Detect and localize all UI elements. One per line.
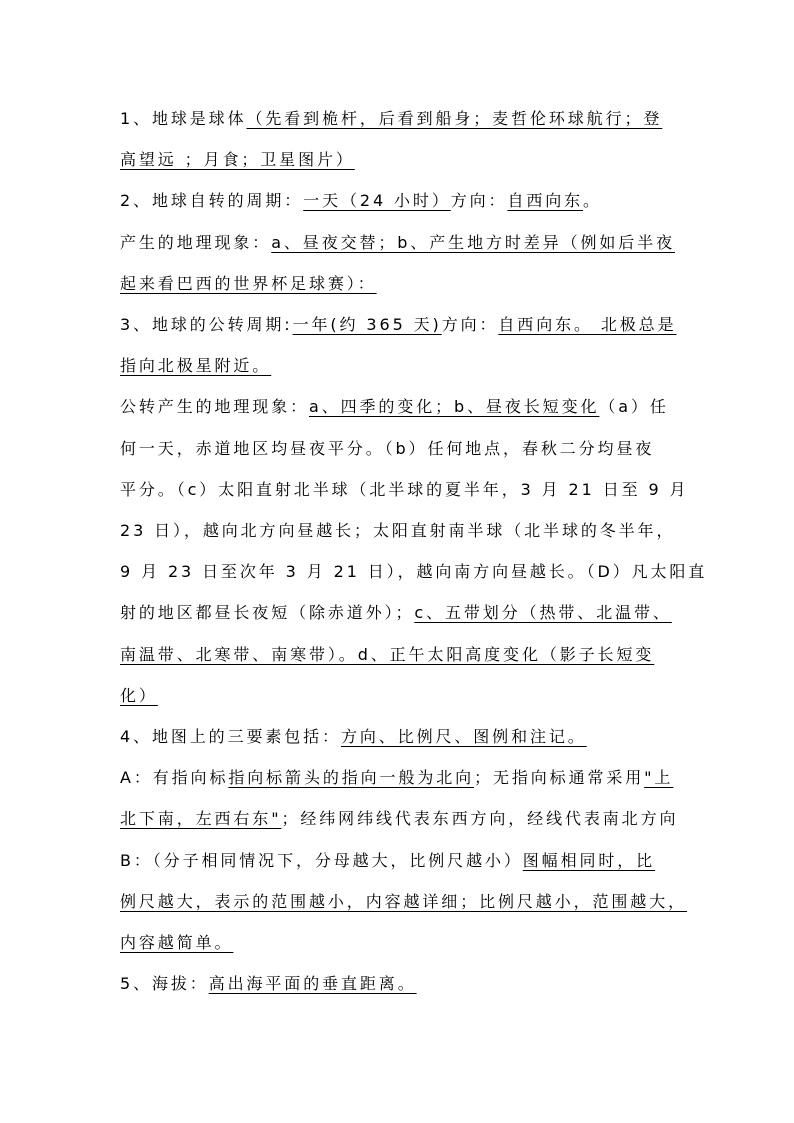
text-line — [120, 355, 700, 377]
text-line — [120, 850, 700, 872]
underlined-text: c、五带划分（热带、北温带、 — [414, 603, 672, 622]
underlined-text: 内容越简单。 — [120, 933, 234, 952]
underlined-text: 图幅相同时，比 — [522, 851, 656, 870]
text-line — [120, 602, 700, 624]
text-span: 23 日），越向北方向昼越长；太阳直射南半球（北半球的冬半年， — [120, 521, 676, 540]
text-span: 产生的地理现象： — [120, 233, 272, 252]
text-line — [120, 767, 700, 789]
text-span: 9 月 23 日至次年 3 月 21 日），越向南方向昼越长。（D）凡太阳直 — [120, 562, 708, 581]
underlined-text: "上 — [644, 768, 674, 787]
text-line — [120, 973, 700, 995]
underlined-text: a、四季的变化；b、昼夜长短变化 — [309, 397, 600, 416]
text-span: ；经纬网纬线代表东西方向，经线代表南北方向 — [281, 809, 679, 828]
text-line — [120, 149, 700, 171]
text-span: A：有指向标 — [120, 768, 229, 787]
text-line — [120, 273, 700, 295]
text-line — [120, 232, 700, 254]
text-line — [120, 438, 700, 460]
text-span: 平分。（c）太阳直射北半球（北半球的夏半年，3 月 21 日至 9 月 — [120, 480, 689, 499]
text-line — [120, 891, 700, 913]
text-span: ；无指向标通常采用 — [474, 768, 645, 787]
text-span: 4、地图上的三要素包括： — [120, 727, 341, 746]
text-span: 何一天，赤道地区均昼夜平分。（b）任何地点，春秋二分均昼夜 — [120, 439, 655, 458]
underlined-text: 自西向东 — [507, 191, 584, 210]
text-line — [120, 314, 700, 336]
text-line — [120, 520, 700, 542]
underlined-text: a、昼夜交替；b、产生地方时差异（例如后半夜 — [271, 233, 675, 252]
underlined-text: 一年(约 365 天) — [292, 315, 442, 334]
underlined-text: 高望远 ；月食；卫星图片） — [120, 150, 355, 169]
underlined-text: 自西向东。 北极总是 — [498, 315, 677, 334]
underlined-text: 南温带、北寒带、南寒带）。d、正午太阳高度变化（影子长短变 — [120, 645, 655, 664]
text-line — [120, 726, 700, 748]
text-span: （a）任 — [599, 397, 669, 416]
underlined-text: 北下南，左西右东" — [120, 809, 282, 828]
text-span: 1、地球是球体 — [120, 109, 247, 128]
text-span: 方向： — [450, 191, 508, 210]
text-line — [120, 685, 700, 707]
text-line — [120, 108, 700, 130]
text-span: 方向： — [441, 315, 499, 334]
text-line — [120, 190, 700, 212]
text-line — [120, 396, 700, 418]
text-span: 5、海拔： — [120, 974, 209, 993]
underlined-text: 起来看巴西的世界杯足球赛）： — [120, 274, 377, 293]
underlined-text: 例尺越大，表示的范围越小，内容越详细；比例尺越小，范围越大， — [120, 892, 688, 911]
underlined-text: 方向、比例尺、图例和注记。 — [340, 727, 587, 746]
text-line — [120, 479, 700, 501]
text-span: 射的地区都昼长夜短（除赤道外）； — [120, 603, 415, 622]
text-span: B：（分子相同情况下，分母越大，比例尺越小） — [120, 851, 523, 870]
text-span: 。 — [583, 191, 602, 210]
underlined-text: 高出海平面的垂直距离。 — [208, 974, 417, 993]
underlined-text: （先看到桅杆，后看到船身；麦哲伦环球航行；登 — [246, 109, 663, 128]
underlined-text: 指向标箭头的指向一般为北向 — [228, 768, 475, 787]
text-line — [120, 561, 708, 583]
text-span: 3、地球的公转周期: — [120, 315, 293, 334]
underlined-text: 化） — [120, 686, 158, 705]
text-span: 2、地球自转的周期： — [120, 191, 304, 210]
text-line — [120, 644, 700, 666]
text-line — [120, 808, 700, 830]
text-line — [120, 932, 700, 954]
text-span: 公转产生的地理现象： — [120, 397, 310, 416]
underlined-text: 一天（24 小时） — [303, 191, 451, 210]
underlined-text: 指向北极星附近。 — [120, 356, 272, 375]
